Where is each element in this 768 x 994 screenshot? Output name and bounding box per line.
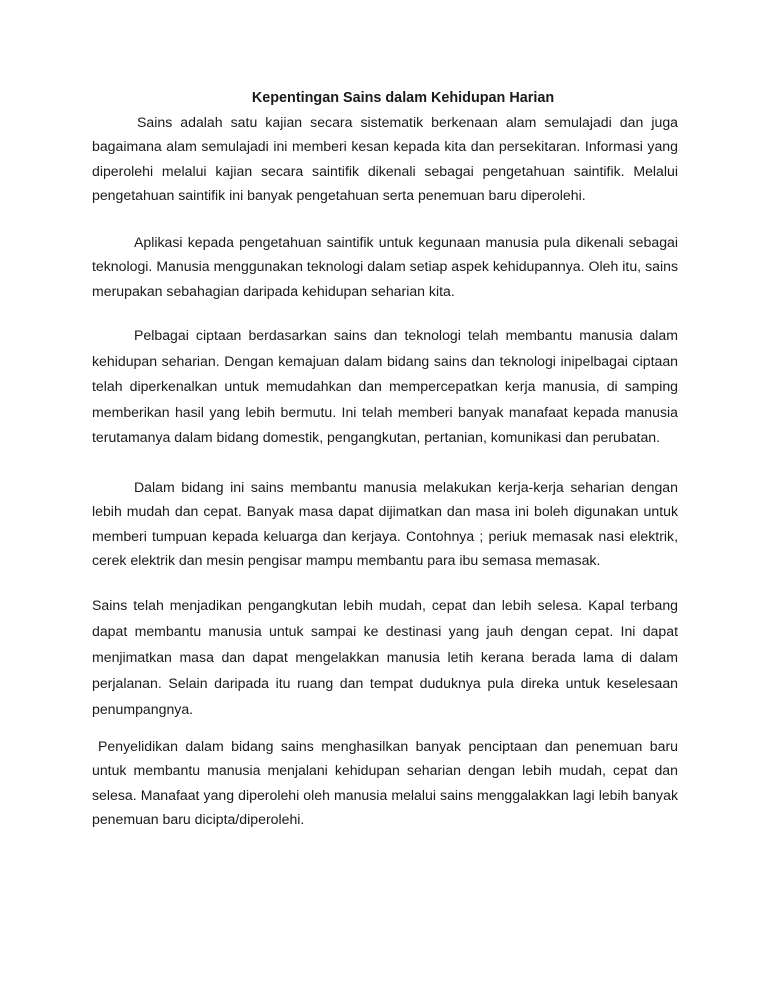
- document-title: Kepentingan Sains dalam Kehidupan Harian: [251, 90, 555, 106]
- paragraph-penyelidikan: Penyelidikan dalam bidang sains menghasilkan banyak penciptaan dan penemuan baru untuk membantu manusia menjalani kehidupan seharian dengan lebih mudah, cepat dan selesa. Manafaat yang diperolehi oleh manusia melalui sains menggalakkan lagi lebih banyak penemuan baru dicipta/diperolehi.: [92, 738, 678, 827]
- paragraph-domestik: Dalam bidang ini sains membantu manusia melakukan kerja-kerja seharian dengan lebih mudah dan cepat. Banyak masa dapat dijimatkan dan masa ini boleh digunakan untuk memberi tumpuan kepada keluarga dan kerjaya. Contohnya ; periuk memasak nasi elektrik, cerek elektrik dan mesin pengisar mampu membantu para ibu semasa memasak.: [92, 479, 678, 568]
- paragraph-teknologi: Aplikasi kepada pengetahuan saintifik untuk kegunaan manusia pula dikenali sebagai teknologi. Manusia menggunakan teknologi dalam setiap aspek kehidupannya. Oleh itu, sains merupakan sebahagian daripada kehidupan seharian kita.: [92, 234, 678, 299]
- paragraph-ciptaan: Pelbagai ciptaan berdasarkan sains dan teknologi telah membantu manusia dalam kehidupan seharian. Dengan kemajuan dalam bidang sains dan teknologi inipelbagai ciptaan telah diperkenalkan untuk memudahkan dan mempercepatkan kerja manusia, di samping memberikan hasil yang lebih bermutu. Ini telah memberi banyak manafaat kepada manusia terutamanya dalam bidang domestik, pengangkutan, pertanian, komunikasi dan perubatan.: [92, 327, 678, 446]
- paragraph-pengangkutan: Sains telah menjadikan pengangkutan lebih mudah, cepat dan lebih selesa. Kapal terbang dapat membantu manusia untuk sampai ke destinasi yang jauh dengan cepat. Ini dapat menjimatkan masa dan dapat mengelakkan manusia letih kerana berada lama di dalam perjalanan. Selain daripada itu ruang dan tempat duduknya pula direka untuk keselesaan penumpangnya.: [92, 597, 678, 717]
- paragraph-sains-definition: Sains adalah satu kajian secara sistematik berkenaan alam semulajadi dan juga bagaimana alam semulajadi ini memberi kesan kepada kita dan persekitaran. Informasi yang diperolehi melalui kajian secara saintifik dikenali sebagai pengetahuan saintifik. Melalui pengetahuan saintifik ini banyak pengetahuan serta penemuan baru diperolehi.: [92, 114, 678, 203]
